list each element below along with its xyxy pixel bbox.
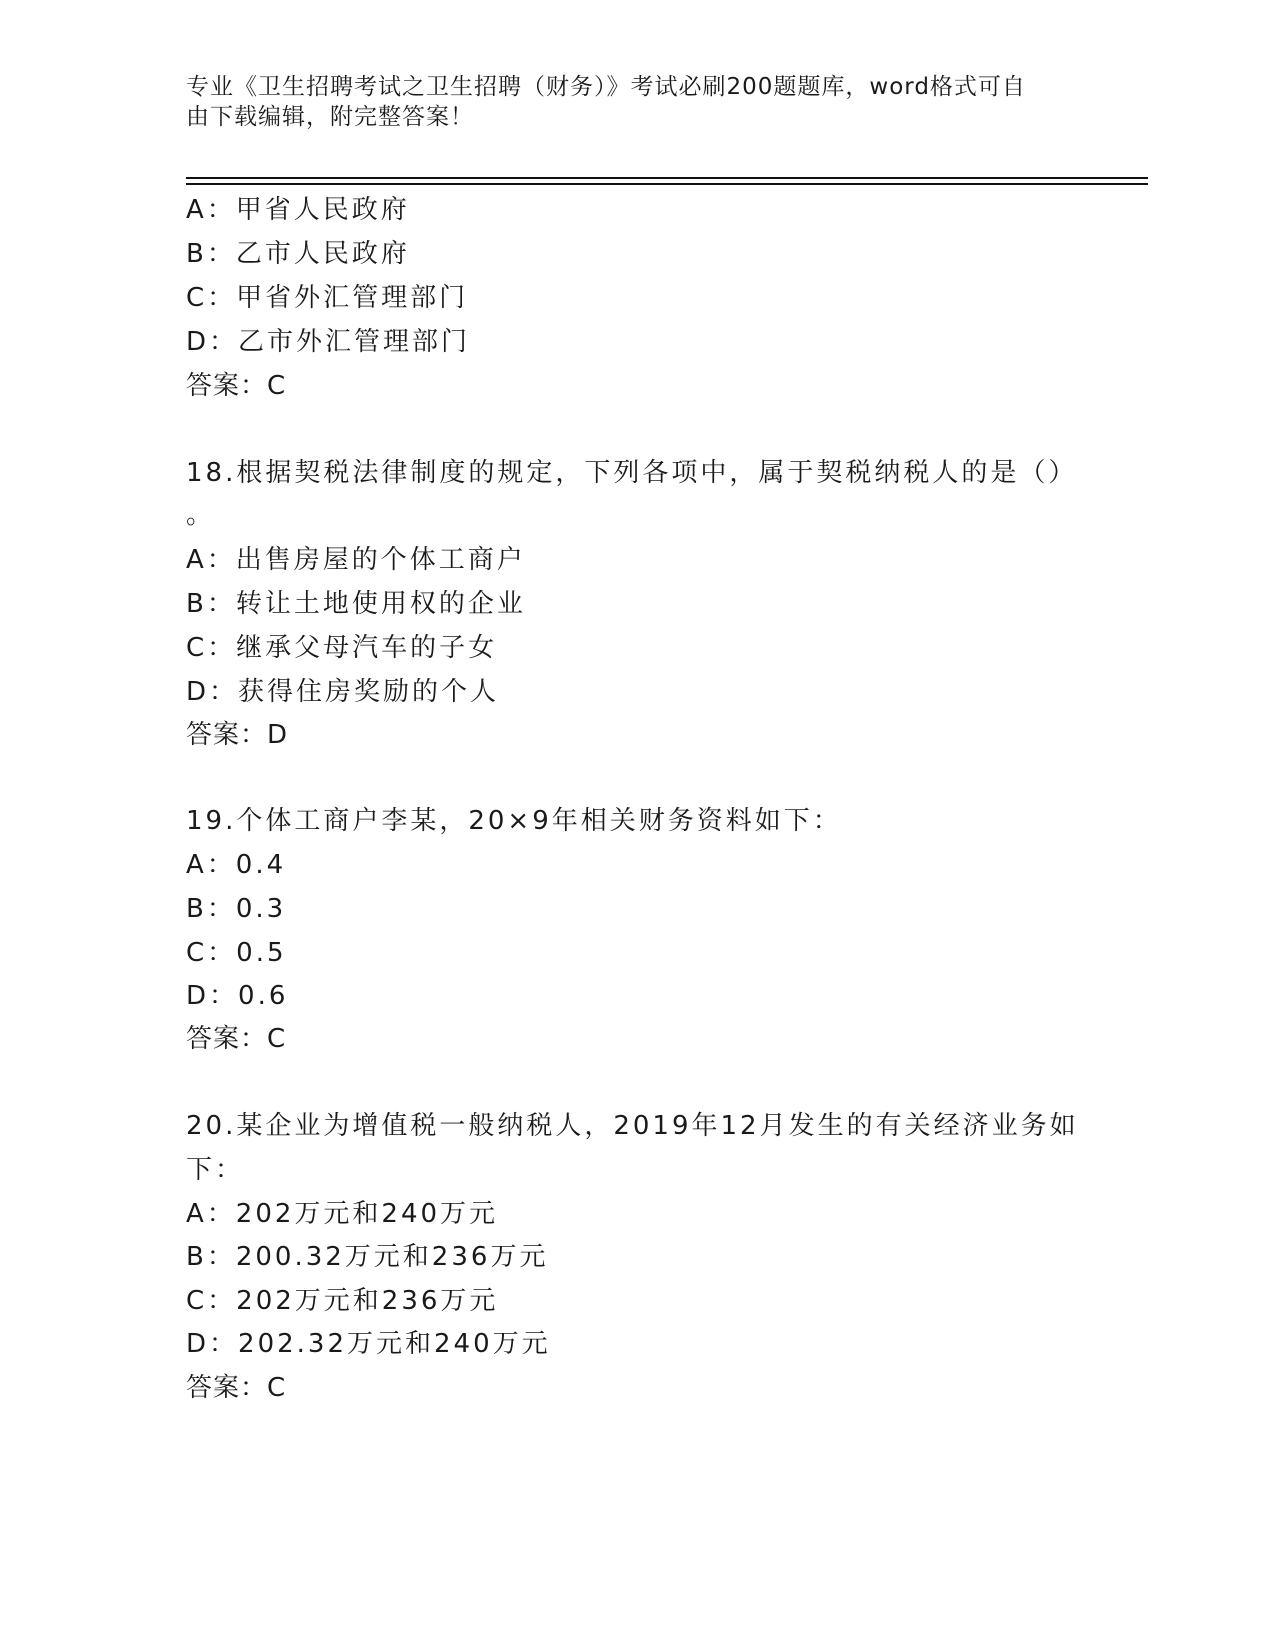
- q18-answer: 答案：D: [186, 720, 289, 750]
- q20-stem-line-1: 20.某企业为增值税一般纳税人，2019年12月发生的有关经济业务如: [186, 1111, 1079, 1141]
- header-rule-bottom: [186, 183, 1148, 185]
- q17-option-c: C：甲省外汇管理部门: [186, 283, 469, 313]
- q18-option-d: D：获得住房奖励的个人: [186, 677, 500, 707]
- q18-option-b: B：转让土地使用权的企业: [186, 589, 526, 619]
- q19-stem-line-1: 19.个体工商户李某，20×9年相关财务资料如下：: [186, 806, 842, 836]
- q19-option-b: B：0.3: [186, 894, 287, 924]
- q17-option-d: D：乙市外汇管理部门: [186, 327, 471, 357]
- q17-option-b: B：乙市人民政府: [186, 239, 410, 269]
- header-rule-top: [186, 177, 1148, 179]
- q19-option-a: A：0.4: [186, 850, 287, 880]
- q20-stem-line-2: 下：: [186, 1155, 245, 1185]
- q19-answer: 答案：C: [186, 1024, 287, 1054]
- q20-option-b: B：200.32万元和236万元: [186, 1242, 549, 1272]
- q20-answer: 答案：C: [186, 1373, 287, 1403]
- q19-option-c: C：0.5: [186, 938, 287, 968]
- q17-answer: 答案：C: [186, 371, 287, 401]
- q17-option-a: A：甲省人民政府: [186, 195, 410, 225]
- q20-option-c: C：202万元和236万元: [186, 1286, 499, 1316]
- q20-option-a: A：202万元和240万元: [186, 1199, 499, 1229]
- q18-stem-line-2: 。: [186, 500, 216, 530]
- header-line-2: 由下载编辑，附完整答案！: [186, 104, 474, 130]
- q18-option-a: A：出售房屋的个体工商户: [186, 545, 526, 575]
- q19-option-d: D：0.6: [186, 981, 289, 1011]
- document-header: [186, 72, 1066, 132]
- header-line-1: 专业《卫生招聘考试之卫生招聘（财务）》考试必刷200题题库，word格式可自: [186, 74, 1026, 100]
- q18-stem-line-1: 18.根据契税法律制度的规定，下列各项中，属于契税纳税人的是（）: [186, 458, 1078, 488]
- q18-option-c: C：继承父母汽车的子女: [186, 633, 498, 663]
- q20-option-d: D：202.32万元和240万元: [186, 1329, 551, 1359]
